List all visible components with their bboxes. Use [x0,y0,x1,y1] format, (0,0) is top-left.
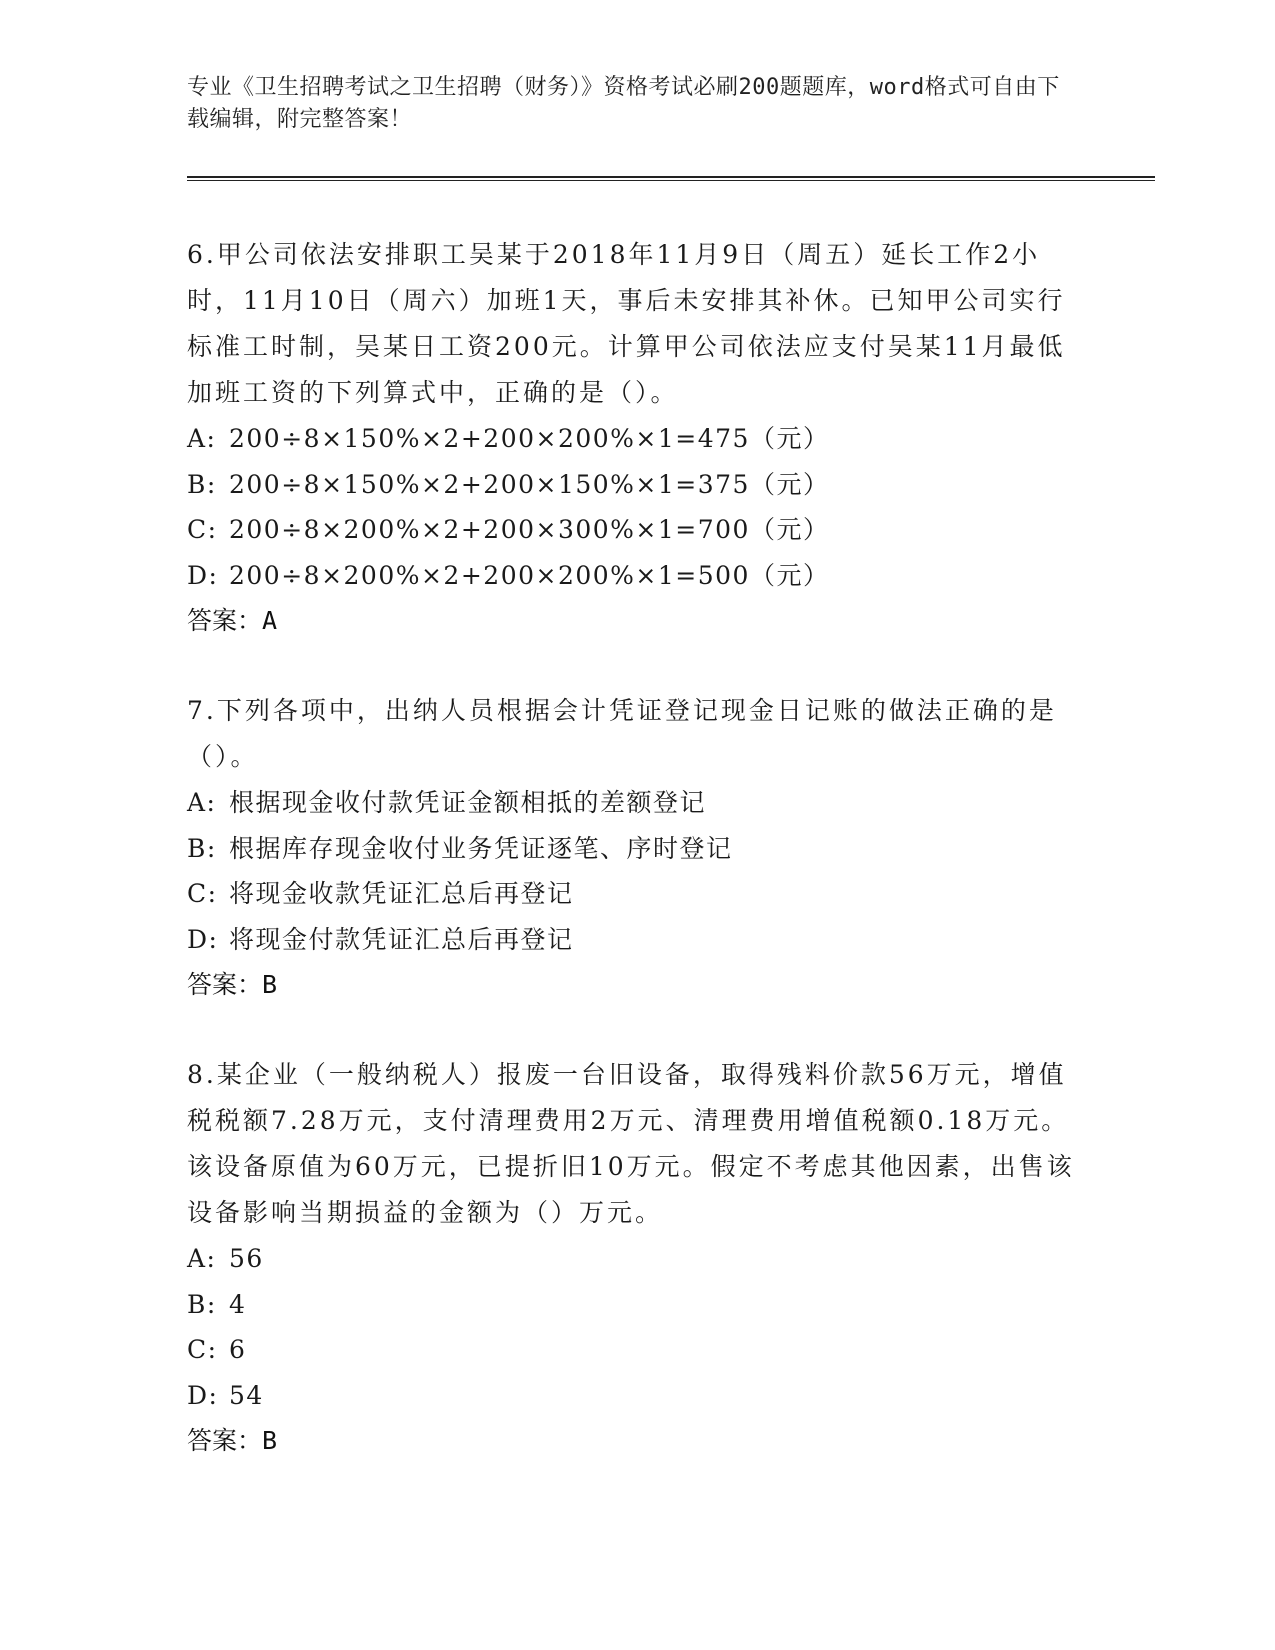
question-text: 7.下列各项中，出纳人员根据会计凭证登记现金日记账的做法正确的是（）。 [187,696,1057,771]
question-text: 6.甲公司依法安排职工吴某于2018年11月9日（周五）延长工作2小时，11月10日（周六）加班1天，事后未安排其补休。已知甲公司实行标准工时制，吴某日工资200元。计算甲公司依法应支付吴某11月最低加班工资的下列算式中，正确的是（）。 [187,240,1066,407]
option-letter: A: [187,424,217,453]
option-letter: C: [187,1335,218,1364]
option-a [187,780,1087,826]
option-c [187,1327,1087,1373]
option-text: 根据库存现金收付业务凭证逐笔、序时登记 [229,833,733,863]
option-c [187,507,1087,553]
option-letter: B: [187,469,217,499]
option-a [187,416,1087,462]
option-letter: D: [187,560,219,590]
option-b [187,462,1087,508]
option-d [187,917,1087,963]
answer: 答案：B [187,1426,278,1455]
answer: 答案：B [187,970,278,999]
option-text: 54 [229,1380,264,1410]
option-letter: A: [187,788,217,817]
option-text: 200÷8×150%×2+200×150%×1=375（元） [229,469,830,499]
option-letter: D: [187,924,219,954]
option-b [187,1282,1087,1328]
option-text: 200÷8×200%×2+200×300%×1=700（元） [229,515,830,544]
option-text: 200÷8×200%×2+200×200%×1=500（元） [229,560,830,590]
option-letter: D: [187,1380,219,1410]
option-text: 200÷8×150%×2+200×200%×1=475（元） [229,424,830,453]
option-text: 将现金付款凭证汇总后再登记 [229,924,574,954]
question-6 [187,232,1087,644]
question-text: 8.某企业（一般纳税人）报废一台旧设备，取得残料价款56万元，增值税税额7.28万元，支付清理费用2万元、清理费用增值税额0.18万元。该设备原值为60万元，已提折旧10万元。假定不考虑其他因素，出售该设备影响当期损益的金额为（）万元。 [187,1060,1075,1227]
option-text: 56 [229,1244,264,1273]
option-text: 6 [229,1335,247,1364]
option-d [187,1373,1087,1419]
option-letter: A: [187,1244,217,1273]
answer: 答案：A [187,606,278,635]
option-a [187,1236,1087,1282]
option-c [187,871,1087,917]
option-text: 将现金收款凭证汇总后再登记 [229,879,574,908]
option-text: 根据现金收付款凭证金额相抵的差额登记 [229,788,707,817]
header-divider [187,176,1155,181]
option-b [187,826,1087,872]
question-list [187,232,1087,1508]
page-header: 专业《卫生招聘考试之卫生招聘（财务）》资格考试必刷200题题库，word格式可自由下载编辑，附完整答案！ [187,75,1060,132]
question-7 [187,688,1087,1008]
option-d [187,553,1087,599]
option-letter: C: [187,515,218,544]
question-8 [187,1052,1087,1464]
option-letter: B: [187,1289,217,1319]
option-letter: B: [187,833,217,863]
option-text: 4 [229,1289,247,1319]
option-letter: C: [187,879,218,908]
